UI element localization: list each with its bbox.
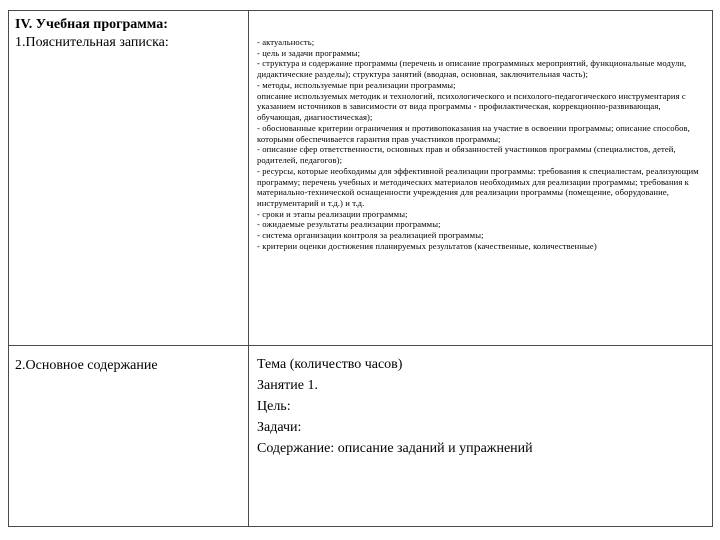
section-subtitle: 1.Пояснительная записка: [15, 34, 169, 50]
note-item: - методы, используемые при реализации программы; [257, 79, 456, 90]
note-item: - структура и содержание программы (перечень и описание программных мероприятий, функциональные модули, дидактические разделы); структура занятий (вводная, основная, заключительная часть); [257, 58, 687, 80]
note-item: - обоснованные критерии ограничения и противопоказания на участие в освоении программы; описание способов, которыми обеспечивается гарантия прав участников программы; [257, 122, 690, 144]
note-item: - критерии оценки достижения планируемых результатов (качественные, количественные) [257, 240, 597, 251]
content-line: Занятие 1. [257, 378, 318, 393]
note-item: - актуальность; [257, 37, 315, 47]
note-item: - система организации контроля за реализацией программы; [257, 230, 484, 241]
section-title: IV. Учебная программа: [15, 17, 168, 32]
note-item: - сроки и этапы реализации программы; [257, 208, 408, 219]
section-heading-cell [9, 11, 249, 346]
note-item: - цель и задачи программы; [257, 47, 361, 58]
content-line: Цель: [257, 399, 291, 414]
note-item: - ресурсы, которые необходимы для эффективной реализации программы: требования к специалистам, реализующим программу; перечень учебных и методических материалов необходимых для реализации программы; требования к материально-технической оснащенности учреждения для реализации программы (помещение, оборудование, инструментарий и т.д.) и т.д. [257, 165, 699, 209]
note-item: - описание сфер ответственности, основных прав и обязанностей участников программы (специалистов, детей, родителей, педагогов); [257, 144, 676, 166]
content-line: Задачи: [257, 420, 302, 435]
content-line: Содержание: описание заданий и упражнений [257, 441, 533, 456]
note-item: описание используемых методик и технологий, психологического и психолого-педагогического инструментария с указанием источников в зависимости от вида программы - профилактическая, коррекционно-развивающая, обучающая, диагностическая); [257, 90, 686, 123]
note-item: - ожидаемые результаты реализации программы; [257, 219, 441, 230]
content-line: Тема (количество часов) [257, 357, 403, 372]
curriculum-table [8, 10, 713, 527]
main-content-heading-cell [9, 346, 249, 526]
main-content-title: 2.Основное содержание [15, 358, 158, 373]
main-content-cell [249, 346, 712, 526]
explanatory-note-cell [249, 11, 712, 346]
